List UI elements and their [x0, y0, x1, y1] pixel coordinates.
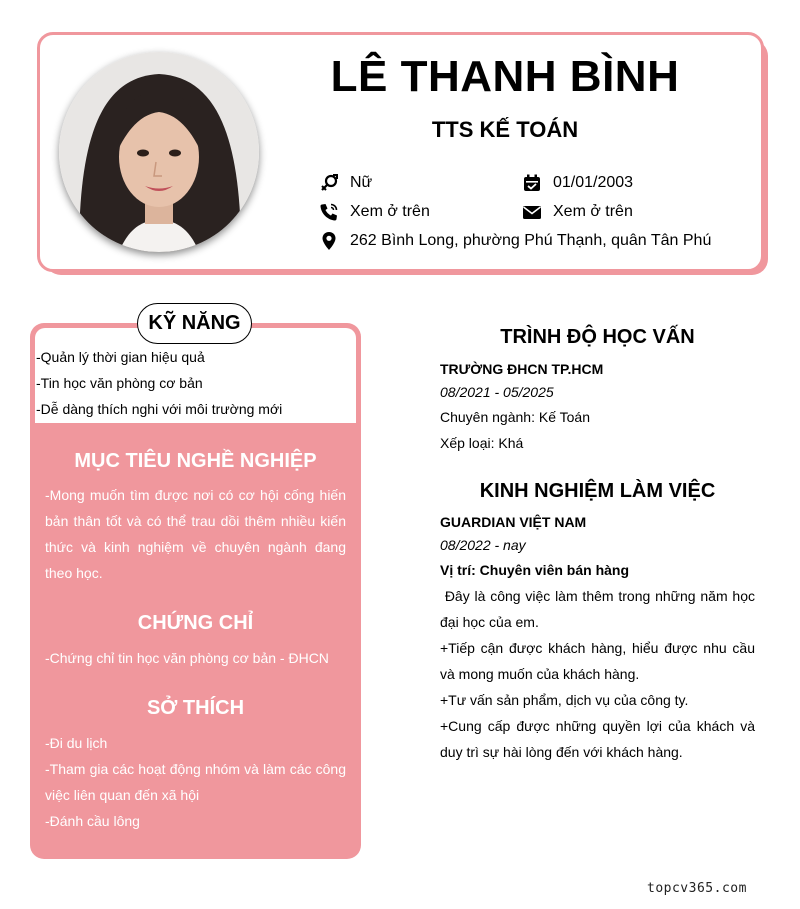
objective-title: MỤC TIÊU NGHỀ NGHIỆP	[74, 450, 317, 472]
education-title: TRÌNH ĐỘ HỌC VẤN	[500, 326, 695, 348]
certificate-item: -Chứng chỉ tin học văn phòng cơ bản - ĐHCN	[45, 650, 329, 666]
experience-position: Vị trí: Chuyên viên bán hàng	[440, 562, 630, 578]
skill-item: -Dễ dàng thích nghi với môi trường mới	[36, 401, 283, 417]
candidate-name: LÊ THANH BÌNH	[330, 52, 680, 101]
phone-value: Xem ở trên	[350, 203, 430, 220]
hobbies-title: SỞ THÍCH	[146, 697, 245, 719]
address-info	[319, 231, 711, 251]
skill-item: -Tin học văn phòng cơ bản	[36, 375, 203, 391]
gender-icon	[319, 173, 339, 193]
education-major: Chuyên ngành: Kế Toán	[440, 409, 590, 425]
skills-title: KỸ NĂNG	[137, 303, 252, 344]
experience-duty: +Cung cấp được những quyền lợi của khách và duy trì sự hài lòng đến với khách hàng.	[440, 718, 755, 760]
education-school: TRƯỜNG ĐHCN TP.HCM	[440, 361, 604, 377]
job-title: TTS KẾ TOÁN	[431, 117, 579, 142]
address-value: 262 Bình Long, phường Phú Thạnh, quân Tân Phú	[350, 232, 712, 249]
experience-title: KINH NGHIỆM LÀM VIỆC	[479, 480, 716, 502]
hobby-item: -Đi du lịch	[45, 735, 108, 751]
birthdate-value: 01/01/2003	[553, 174, 634, 191]
hobby-item: -Tham gia các hoạt động nhóm và làm các công việc liên quan đến xã hội	[45, 761, 346, 803]
experience-period: 08/2022 - nay	[440, 537, 526, 553]
calendar-icon	[522, 173, 542, 193]
hobby-item: -Đánh cầu lông	[45, 813, 140, 829]
education-grade: Xếp loại: Khá	[440, 435, 524, 451]
location-icon	[319, 231, 339, 251]
birthdate-info	[522, 173, 633, 193]
education-period: 08/2021 - 05/2025	[440, 384, 554, 400]
experience-company: GUARDIAN VIỆT NAM	[440, 514, 587, 530]
email-value: Xem ở trên	[553, 203, 633, 220]
watermark-text: topcv365.com	[647, 881, 747, 896]
email-icon	[522, 202, 542, 222]
phone-icon	[319, 202, 339, 222]
email-info	[522, 202, 633, 222]
experience-description: Đây là công việc làm thêm trong những năm học đại học của em.	[440, 588, 759, 630]
experience-duty: +Tiếp cận được khách hàng, hiểu được nhu cầu và mong muốn của khách hàng.	[440, 640, 755, 682]
gender-value: Nữ	[350, 174, 373, 191]
phone-info	[319, 202, 430, 222]
skill-item: -Quản lý thời gian hiệu quả	[36, 349, 205, 365]
avatar	[59, 52, 259, 252]
certificates-title: CHỨNG CHỈ	[137, 612, 254, 634]
objective-text: -Mong muốn tìm được nơi có cơ hội cống hiến bản thân tốt và có thể trau dồi thêm nhiều kiến thức và kinh nghiệm về chuyên ngành đang theo học.	[45, 487, 346, 581]
gender-info	[319, 173, 372, 193]
experience-duty: +Tư vấn sản phẩm, dịch vụ của công ty.	[440, 692, 689, 708]
